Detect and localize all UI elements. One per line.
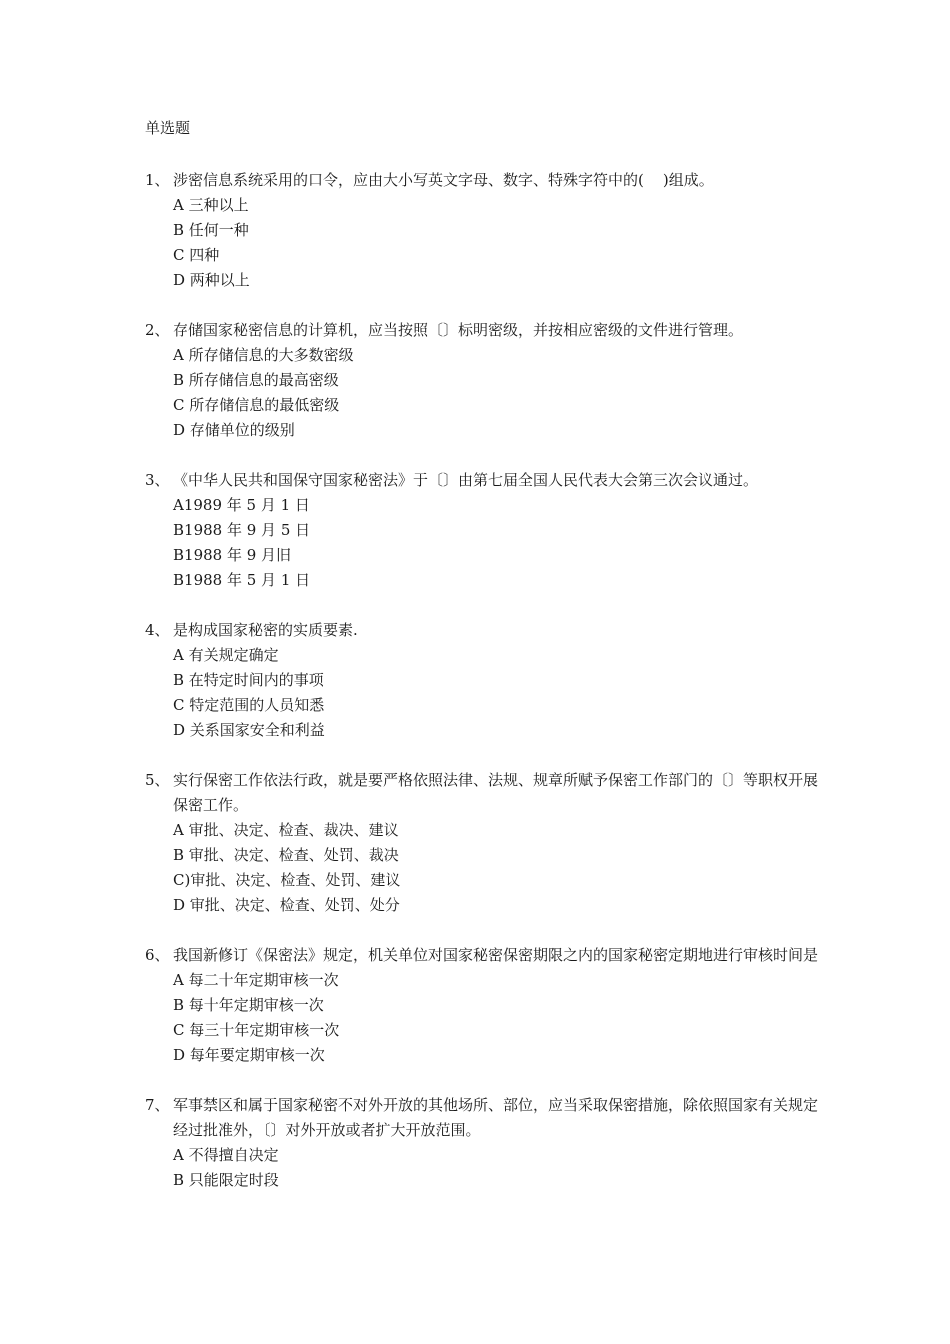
answer-option: B 只能限定时段 — [173, 1171, 279, 1189]
question-row — [145, 768, 825, 918]
question-body — [173, 618, 825, 743]
question-row — [145, 618, 825, 743]
question-row — [145, 468, 825, 593]
question-item — [145, 1093, 825, 1193]
answer-option: D 每年要定期审核一次 — [173, 1046, 325, 1064]
section-title: 单选题 — [145, 119, 191, 137]
answer-option: C 特定范围的人员知悉 — [173, 696, 325, 714]
answer-option: A 审批、决定、检查、裁决、建议 — [173, 821, 399, 839]
question-row — [145, 943, 825, 1068]
answer-option: C)审批、决定、检查、处罚、建议 — [173, 871, 401, 889]
question-number: 5、 — [145, 771, 170, 789]
answer-option: D 审批、决定、检查、处罚、处分 — [173, 896, 400, 914]
question-item — [145, 768, 825, 918]
question-item — [145, 468, 825, 593]
question-text: 军事禁区和属于国家秘密不对外开放的其他场所、部位，应当采取保密措施，除依照国家有关规定经过批准外，〔〕对外开放或者扩大开放范围。 — [173, 1096, 819, 1139]
answer-option: A 不得擅自决定 — [173, 1146, 279, 1164]
answer-option: A 三种以上 — [173, 196, 249, 214]
question-body — [173, 1093, 825, 1193]
question-number: 1、 — [145, 171, 170, 189]
question-body — [173, 318, 825, 443]
question-row — [145, 318, 825, 443]
answer-option: C 所存储信息的最低密级 — [173, 396, 340, 414]
question-body — [173, 168, 825, 293]
question-text: 我国新修订《保密法》规定，机关单位对国家秘密保密期限之内的国家秘密定期地进行审核时间是 — [173, 946, 819, 964]
answer-option: B 所存储信息的最高密级 — [173, 371, 339, 389]
answer-option: B 在特定时间内的事项 — [173, 671, 324, 689]
question-number: 3、 — [145, 471, 170, 489]
question-item — [145, 618, 825, 743]
answer-option: A 有关规定确定 — [173, 646, 279, 664]
question-number: 7、 — [145, 1096, 170, 1114]
question-body — [173, 468, 825, 593]
question-text: 存储国家秘密信息的计算机，应当按照〔〕标明密级，并按相应密级的文件进行管理。 — [173, 321, 744, 339]
answer-option: B 任何一种 — [173, 221, 249, 239]
answer-option: C 四种 — [173, 246, 220, 264]
question-text: 《中华人民共和国保守国家秘密法》于〔〕由第七届全国人民代表大会第三次会议通过。 — [173, 471, 759, 489]
answer-option: D 关系国家安全和利益 — [173, 721, 325, 739]
question-row — [145, 1093, 825, 1193]
answer-option: A1989 年 5 月 1 日 — [173, 496, 310, 514]
answer-option: A 所存储信息的大多数密级 — [173, 346, 354, 364]
question-item — [145, 318, 825, 443]
answer-option: C 每三十年定期审核一次 — [173, 1021, 340, 1039]
question-body — [173, 943, 825, 1068]
answer-option: B 每十年定期审核一次 — [173, 996, 324, 1014]
question-text: 实行保密工作依法行政，就是要严格依照法律、法规、规章所赋予保密工作部门的〔〕等职权开展保密工作。 — [173, 771, 819, 814]
answer-option: D 两种以上 — [173, 271, 250, 289]
question-number: 4、 — [145, 621, 170, 639]
question-item — [145, 943, 825, 1068]
question-number: 6、 — [145, 946, 170, 964]
answer-option: A 每二十年定期审核一次 — [173, 971, 339, 989]
answer-option: B1988 年 9 月旧 — [173, 546, 292, 564]
answer-option: B1988 年 9 月 5 日 — [173, 521, 311, 539]
question-row — [145, 168, 825, 293]
question-body — [173, 768, 825, 918]
question-number: 2、 — [145, 321, 170, 339]
question-item — [145, 168, 825, 293]
question-list — [145, 168, 825, 1218]
question-text: 是构成国家秘密的实质要素. — [173, 621, 358, 639]
question-text: 涉密信息系统采用的口令，应由大小写英文字母、数字、特殊字符中的( )组成。 — [173, 171, 714, 189]
answer-option: D 存储单位的级别 — [173, 421, 295, 439]
answer-option: B 审批、决定、检查、处罚、裁决 — [173, 846, 399, 864]
answer-option: B1988 年 5 月 1 日 — [173, 571, 311, 589]
